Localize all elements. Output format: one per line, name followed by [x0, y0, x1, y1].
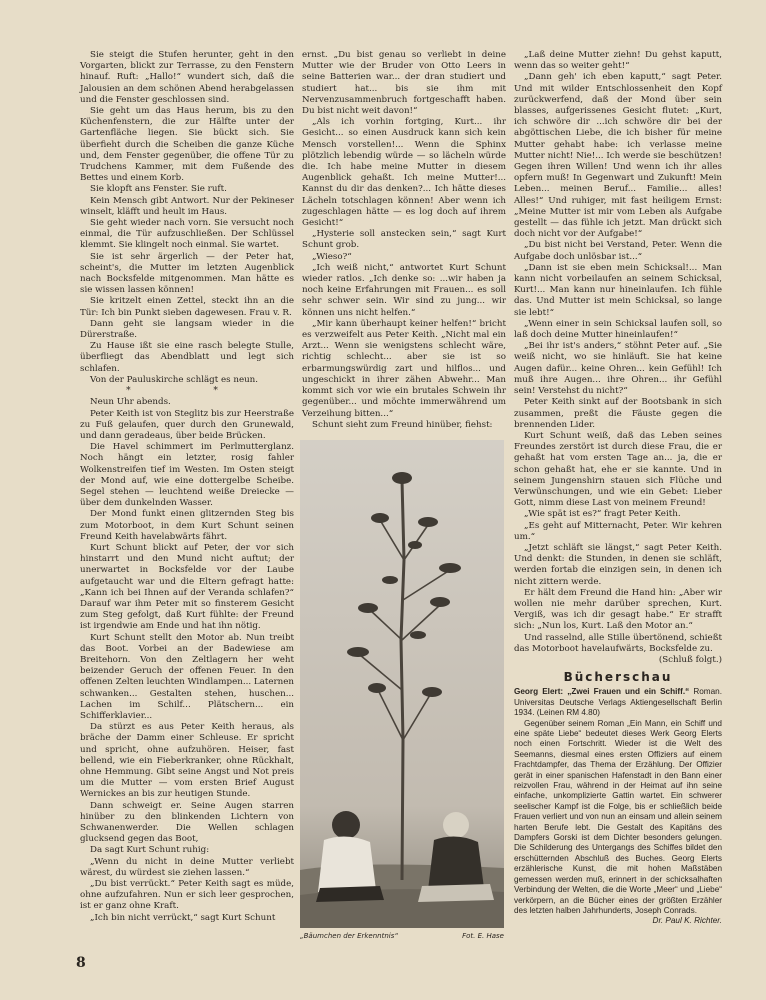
paragraph: „Jetzt schläft sie längst,“ sagt Peter Keith. Und denkt: die Stunden, in denen sie schläft, werden fortab die einzigen sein, in denen ich nicht zittern werde. — [514, 542, 722, 587]
paragraph: „Laß deine Mutter ziehn! Du gehst kaputt, wenn das so weiter geht!“ — [514, 50, 722, 72]
paragraph: Kurt Schunt blickt auf Peter, der vor sich hinstarrt und den Mund nicht auftut; der unerwartet in Bocksfelde vor der Laube aufgetaucht war und die Eltern gefragt hatte: „Kann ich bei Ihnen auf der Veranda schlafen?“ Darauf war ihm Peter mit so finsterem Gesicht zum Steg gefolgt, daß Kurt fühlte: der Freund ist irgendwie am Ende und hat ihn nötig. — [80, 542, 294, 632]
paragraph: Zu Hause ißt sie eine rasch belegte Stulle, überfliegt das Abendblatt und legt sich schlafen. — [80, 341, 294, 374]
caption-title: „Bäumchen der Erkenntnis“ — [300, 932, 399, 940]
paragraph: Sie steigt die Stufen herunter, geht in den Vorgarten, blickt zur Terrasse, zu den Fenstern hinauf. Ruft: „Hallo!“ wundert sich, daß die Jalousien an dem schönen Abend herabgelassen und die Fenster geschlossen sind. — [80, 50, 294, 105]
paragraph: „Ich bin nicht verrückt,“ sagt Kurt Schunt — [90, 912, 276, 923]
paragraph: „Wieso?“ — [312, 251, 352, 262]
paragraph: Er hält dem Freund die Hand hin: „Aber wir wollen nie mehr darüber sprechen, Kurt. Vergiß, was ich dir gesagt habe.“ Er strafft sich: „Nun los, Kurt. Laß den Motor an.“ — [514, 587, 722, 632]
paragraph: „Als ich vorhin fortging, Kurt... ihr Gesicht... so einen Ausdruck kann sich kein Mensch vorstellen!... Wenn die Sphinx plötzlich lebendig würde — so lächeln würde die. Ich habe meine Mutter in diesem Augenblick gehaßt. Ich meine Mutter!... Kannst du dir das denken?... Ich hätte dieses Lächeln totschlagen können! Aber wenn ich zugeschlagen hätte — es log doch auf ihrem Gesicht!“ — [302, 117, 506, 229]
paragraph: Sie geht wieder nach vorn. Sie versucht noch einmal, die Tür aufzuschließen. Der Schlüssel klemmt. Sie klingelt noch einmal. Sie wartet. — [80, 218, 294, 251]
caption-credit: Fot. E. Hase — [462, 932, 504, 940]
paragraph: „Dann geh' ich eben kaputt,“ sagt Peter. Und mit wilder Entschlossenheit den Kopf zurückwerfend, daß der Mond über sein blasses, aufgerissenes Gesicht flutet: „Kurt, ich schwöre dir ...ich schwöre dir bei der abgöttischen Liebe, die ich bisher für meine Mutter gehabt habe: ich verlasse meine Mutter nicht! Nie!... Ich werde sie beschützen! Gegen ihren Willen! Und wenn ich ihr alles opfern muß! In Gegenwart und Zukunft! Mein Leben... meinen Beruf... Familie... alles! Alles!“ Und ruhiger, mit fast heiligem Ernst: „Meine Mutter ist mir vom Leben als Aufgabe gestellt — das fühle ich jetzt. Man drückt sich doch nicht vor der Aufgabe!“ — [514, 72, 722, 240]
text-column-right — [514, 50, 722, 927]
paragraph: „Mir kann überhaupt keiner helfen!“ bricht es verzweifelt aus Peter Keith. „Nicht mal ein Arzt... Wenn sie wenigstens schlecht wäre, richtig schlecht... aber sie ist so erbarmungswürdig zart und hilflos... und ungeschickt in ihrer zähen Abwehr... Man kommt sich vor wie ein brutales Schwein ihr gegenüber... und möchte immerwährend um Verzeihung bitten...“ — [302, 318, 506, 419]
paragraph: Und rasselnd, alle Stille übertönend, schießt das Motorboot havelaufwärts, Bocksfelde zu. — [514, 632, 722, 654]
section-heading-book-review: Bücherschau — [563, 670, 673, 685]
paragraph: Da sagt Kurt Schunt ruhig: — [90, 845, 210, 856]
review-signature: Dr. Paul K. Richter. — [652, 916, 722, 926]
paragraph: Schunt sieht zum Freund hinüber, fiehst: — [312, 419, 493, 430]
paragraph: Kurt Schunt weiß, daß das Leben seines Freundes zerstört ist durch diese Frau, die er gehaßt hat vom ersten Tage an... ja, die er schon gehaßt hat, ehe er sie kannte. Und in seinem Jungenshirn stauen sich Flüche und Verwünschungen, und wie ein Gebet: Lieber Gott, nimm diese Last von meinem Freund! — [514, 430, 722, 509]
review-text: Gegenüber seinem Roman „Ein Mann, ein Schiff und eine späte Liebe“ bedeutet dieses Werk Georg Elerts noch einen Fortschritt. Wieder ist die Welt des Seemanns, diesmal eines ersten Offiziers auf einem Frachtdampfer, das Thema der Erzählung. Der Offizier gerät in einer spanischen Hafenstadt in den Bann einer reizvollen Frau, während in der Heimat auf ihn seine einfache, unkomplizierte Gattin wartet. Ein schwerer seelischer Kampf ist die Folge, bis er schließlich beide Frauen verliert und von nun an einsam und allein seinem harten Berufe lebt. Die Gestalt des Kapitäns des Dampfers Gorski ist dem Dichter besonders gelungen. Die Schilderung des Untergangs des Schiffes bildet den erschütternden Abschluß des Buches. Georg Elerts erzählerische Kunst, die mit hohen Maßstäben gemessen werden muß, erinnert in der schicksalhaften Verbindung der Welten, die die Worte „Meer“ und „Liebe“ verkörpern, an die Bücher eines der größten Erzähler des letzten halben Jahrhunderts, Joseph Conrads. — [514, 718, 722, 915]
paragraph: Sie klopft ans Fenster. Sie ruft. — [90, 184, 227, 195]
review-book-title: Georg Elert: „Zwei Frauen und ein Schiff.“ — [514, 687, 690, 697]
paragraph: Die Havel schimmert im Perlmutterglanz. Noch hängt ein letzter, rosig fahler Wolkenstreifen tief im Westen. Im Osten steigt der Mond auf, wie eine dottergelbe Scheibe. Segel stehen — leuchtend weiße Dreiecke — über dem dunkelnden Wasser. — [80, 442, 294, 509]
paragraph: Peter Keith sinkt auf der Bootsbank in sich zusammen, preßt die Fäuste gegen die brennenden Lider. — [514, 397, 722, 430]
section-divider-stars: * * — [126, 386, 258, 397]
paragraph: Neun Uhr abends. — [90, 397, 171, 408]
paragraph: „Ich weiß nicht,“ antwortet Kurt Schunt wieder ratlos. „Ich denke so: ...wir haben ja noch keine Erfahrungen mit Frauen... es soll sehr schwer sein. Wir sind zu jung... wir können uns nicht helfen.“ — [302, 262, 506, 318]
paragraph: Sie kritzelt einen Zettel, steckt ihn an die Tür: Ich bin Punkt sieben dagewesen. Frau v. R. — [80, 296, 294, 318]
paragraph: „Wenn du nicht in deine Mutter verliebt wärest, du würdest sie ziehen lassen.“ — [80, 856, 294, 878]
paragraph: Der Mond funkt einen glitzernden Steg bis zum Motorboot, in dem Kurt Schunt seinen Freund Keith havelabwärts fährt. — [80, 509, 294, 542]
photo-illustration — [300, 440, 504, 928]
paragraph: „Wenn einer in sein Schicksal laufen soll, so laß doch deine Mutter hineinlaufen!“ — [514, 318, 722, 341]
paragraph: ernst. „Du bist genau so verliebt in deine Mutter wie der Bruder von Otto Leers in seine Batterien war... der dran studiert und studiert hat... bis sie ihm mit Nervenzusammenbruch fortgeschafft haben. Du bist nicht weit davon!“ — [302, 50, 506, 117]
paragraph: Dann geht sie langsam wieder in die Dürerstraße. — [80, 318, 294, 341]
paragraph: Sie ist sehr ärgerlich — der Peter hat, scheint's, die Mutter im letzten Augenblick nach Bocksfelde mitgenommen. Man hätte es sie wissen lassen können! — [80, 251, 294, 296]
paragraph: „Dann ist sie eben mein Schicksal!... Man kann nicht vorbeilaufen an seinem Schicksal, Kurt!... Man kann nur hineinlaufen. Ich fühle das. Und Mutter ist mein Schicksal, so lange sie lebt!“ — [514, 262, 722, 318]
paragraph: Von der Pauluskirche schlägt es neun. — [90, 374, 259, 385]
text-column-left — [80, 50, 294, 924]
to-be-continued: (Schluß folgt.) — [658, 654, 722, 665]
review-book-details: Roman. Universitas Deutsche Verlags Aktiengesellschaft Berlin 1934. (Leinen RM 4.80) — [514, 687, 722, 718]
paragraph: Dann schweigt er. Seine Augen starren hinüber zu den blinkenden Lichtern von Schwanenwerder. Die Wellen schlagen glucksend gegen das Boot, — [80, 800, 294, 845]
paragraph: Sie geht um das Haus herum, bis zu den Küchenfenstern, die zur Hälfte unter der Gartenfläche liegen. Sie bückt sich. Sie überfieht durch die Scheiben die ganze Küche und, dem Fenster gegenüber, die offene Tür zu Trudchens Kammer, mit dem Fußende des Bettes und einem Korb. — [80, 106, 294, 184]
paragraph: „Wie spät ist es?“ fragt Peter Keith. — [524, 509, 681, 520]
paragraph: „Hysterie soll anstecken sein,“ sagt Kurt Schunt grob. — [302, 229, 506, 251]
paragraph: „Du bist nicht bei Verstand, Peter. Wenn die Aufgabe doch unlösbar ist...“ — [514, 240, 722, 262]
page-number: 8 — [76, 955, 86, 971]
paragraph: „Es geht auf Mitternacht, Peter. Wir kehren um.“ — [514, 520, 722, 542]
book-review — [514, 687, 722, 926]
photo-sapling-children — [300, 440, 504, 928]
paragraph: Kurt Schunt stellt den Motor ab. Nun treibt das Boot. Vorbei an der Badewiese am Breitehorn. Von den Zeltlagern her weht beizender Geruch der offenen Feuer. In den offenen Zelten leuchten Windlampen... Laternen schwanken... Gestalten stehen, huschen... Lachen im Schilf... Plätschern... ein Schifferklavier... — [80, 632, 294, 721]
paragraph: Kein Mensch gibt Antwort. Nur der Pekineser winselt, kläfft und heult im Haus. — [80, 195, 294, 217]
paragraph: Da stürzt es aus Peter Keith heraus, als bräche der Damm einer Schleuse. Er spricht und spricht, ohne aufzuhören. Heiser, fast bellend, wie ein Fieberkranker, ohne Rückhalt, ohne Hemmung. Gibt seine Angst und Not preis um die Mutter — vom ersten Brief August Wernickes an bis zur heutigen Stunde. — [80, 722, 294, 800]
text-column-middle — [302, 50, 506, 431]
paragraph: „Bei ihr ist's anders,“ stöhnt Peter auf. „Sie weiß nicht, wo sie hinläuft. Sie hat keine Augen dafür... keine Ohren... kein Gefühl! Ich muß ihre Augen... ihre Ohren... ihr Gefühl sein! Verstehst du nicht?“ — [514, 341, 722, 397]
paragraph: Peter Keith ist von Steglitz bis zur Heerstraße zu Fuß gelaufen, quer durch den Grunewald, und dann geradeaus, über beide Brücken. — [80, 408, 294, 441]
paragraph: „Du bist verrückt.“ Peter Keith sagt es müde, ohne aufzufahren. Nun er sich leer gesprochen, ist er ganz ohne Kraft. — [80, 879, 294, 912]
